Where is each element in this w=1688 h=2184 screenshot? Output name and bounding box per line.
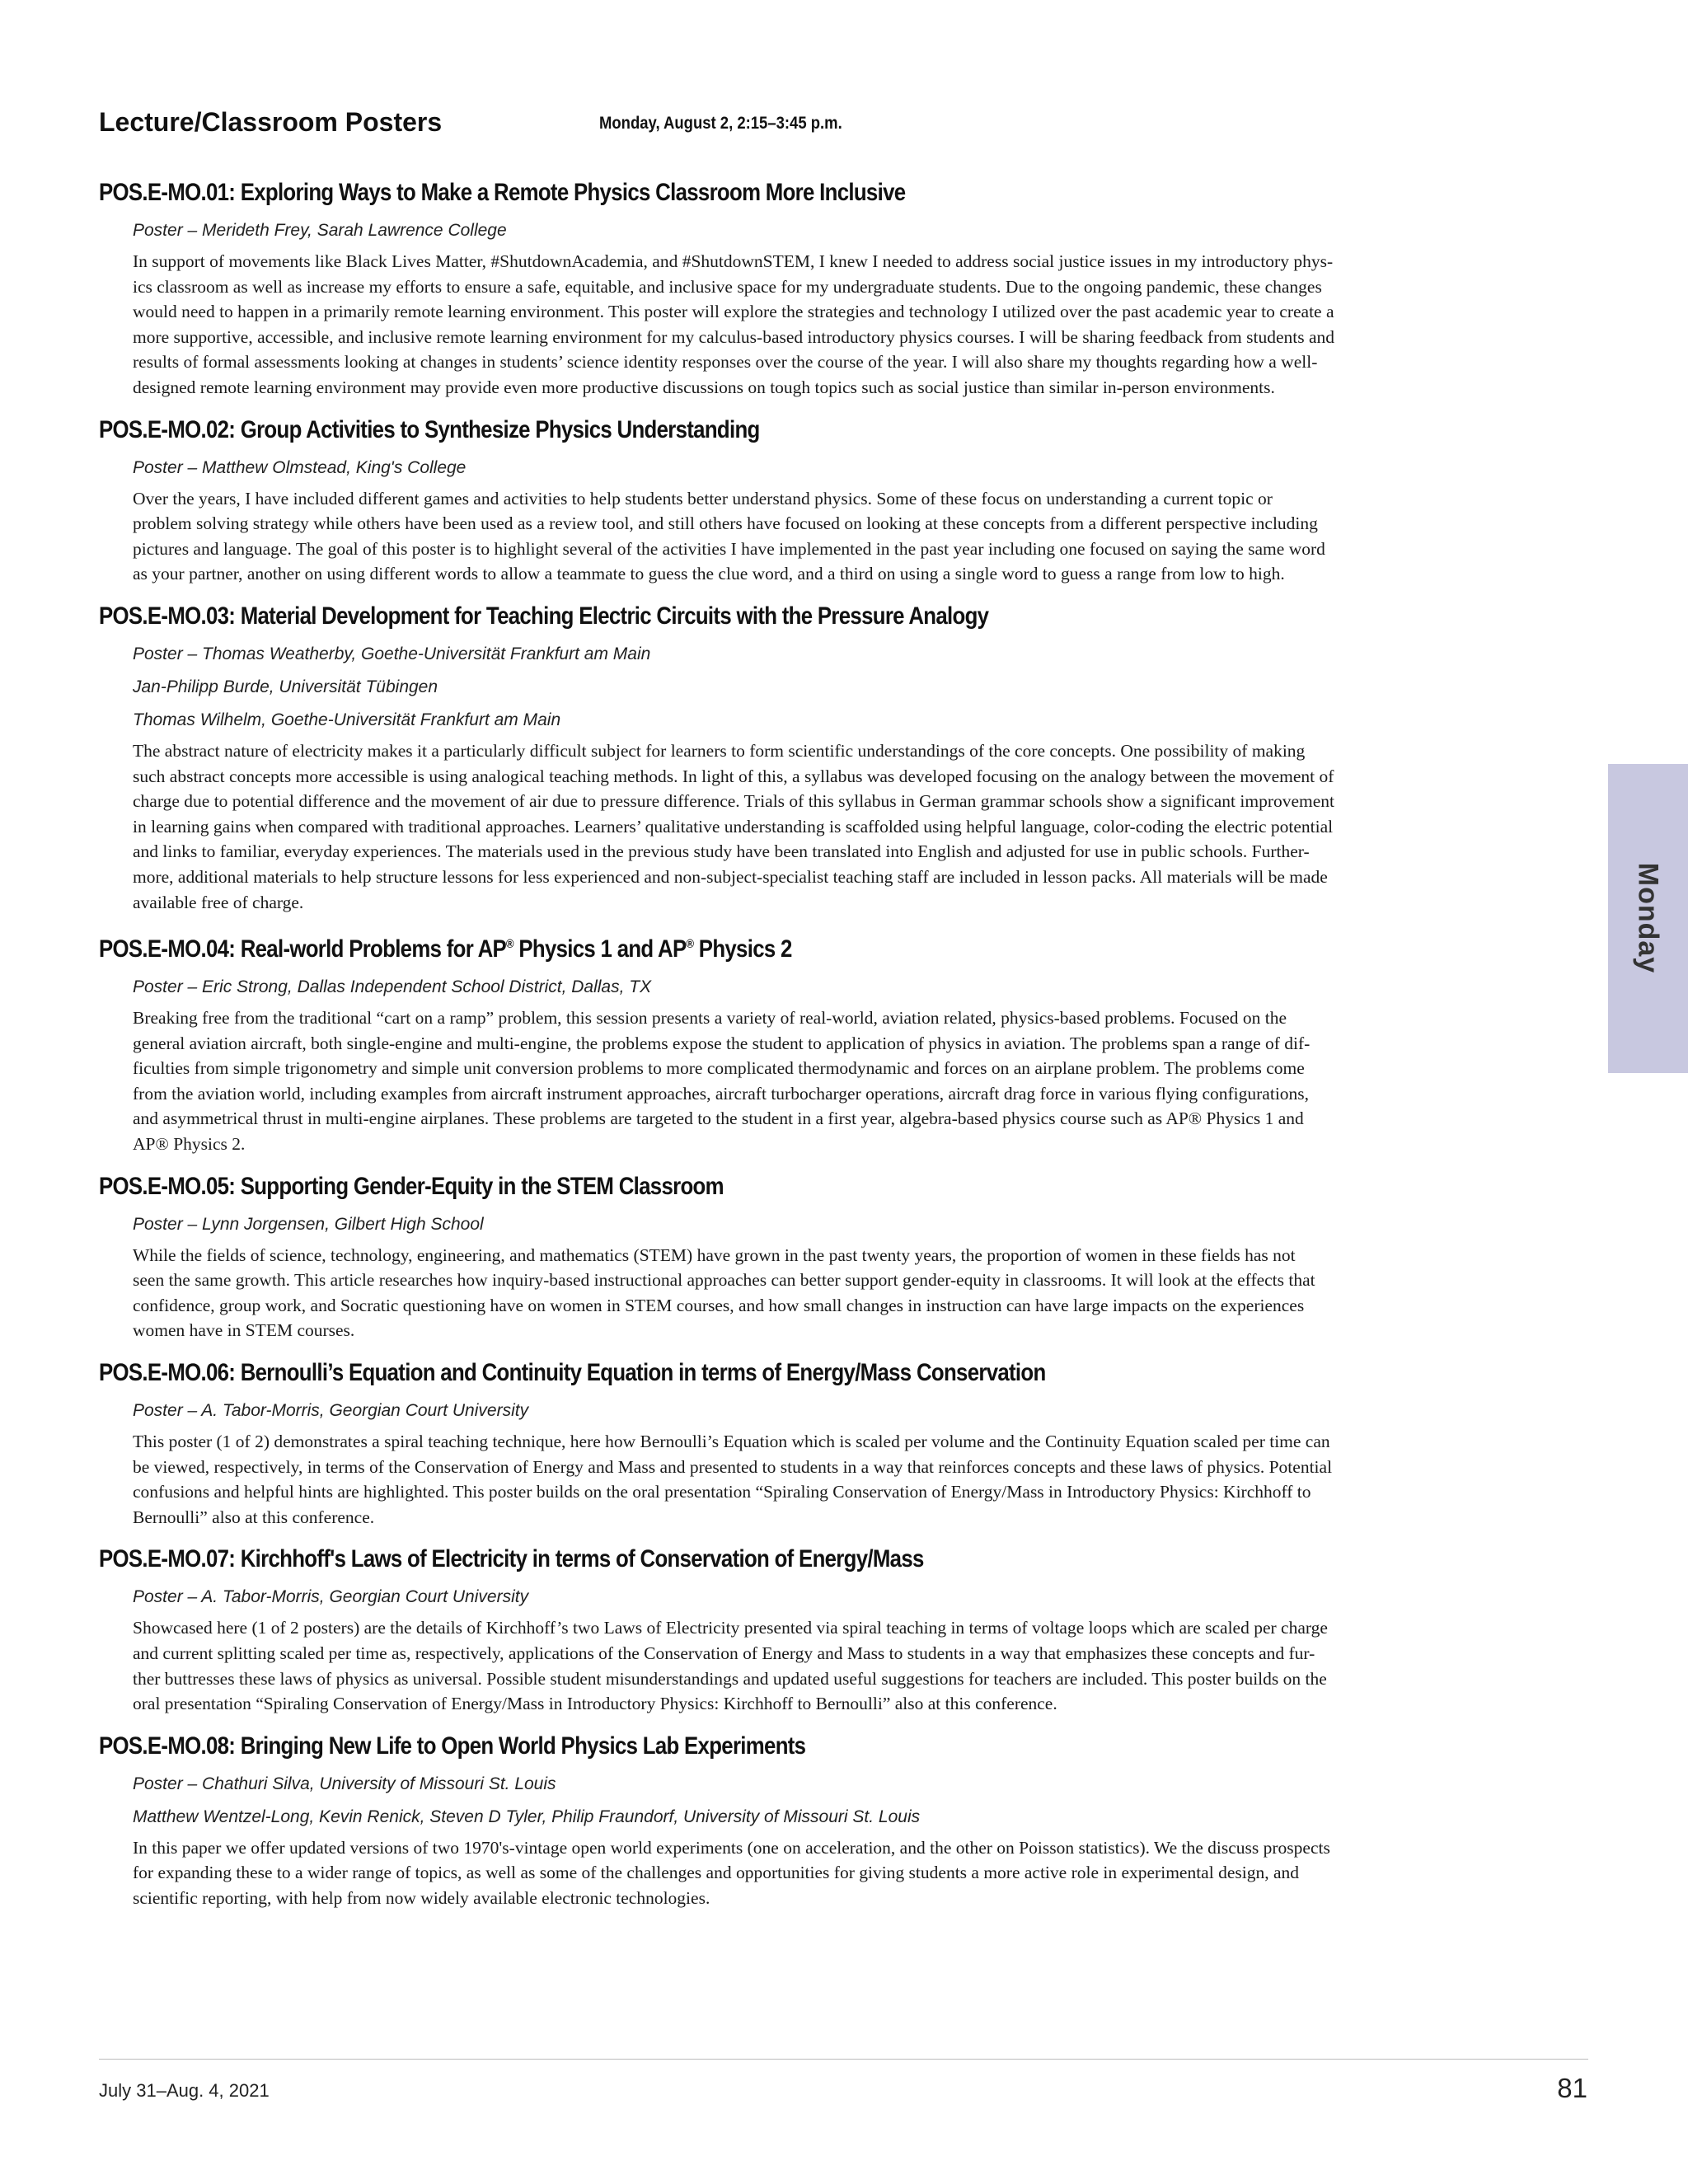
abstract-body: In this paper we offer updated versions of two 1970's-vintage open world experiments (one on acceleration, and the other on Poisson statistics). We the discuss prospects for expanding these to a wider range of topics, as well as some of the challenges and opportunities for giving students a more active role in experimental design, and scientific reporting, with help from now widely available electronic technologies. [133,1837,1330,1908]
author-list [99,1581,1591,1614]
abstract-body: Showcased here (1 of 2 posters) are the details of Kirchhoff’s two Laws of Electricity presented via spiral teaching in terms of voltage loops which are scaled per charge and current splitting scaled per time as, respectively, applications of the Conservation of Energy and Mass to students in a way that emphasizes these concepts and fur- ther buttresses these laws of physics as universal. Possible student misunderstandings and updated useful suggestions for teachers are included. This poster builds on the oral presentation “Spiraling Conservation of Energy/Mass in Introductory Physics: Kirchhoff to Bernoulli” also at this conference. [133,1618,1328,1714]
abstract-title-text: Kirchhoff's Laws of Electricity in terms of Conservation of Energy/Mass [240,1545,924,1573]
abstract-code: POS.E-MO.05: [99,1172,236,1200]
abstract-entry [99,1728,1591,1911]
abstract-title [99,926,1382,968]
author-line: Poster – Lynn Jorgensen, Gilbert High School [133,1214,484,1234]
abstract-title [99,1728,1382,1765]
abstract-title-text: Bernoulli’s Equation and Continuity Equation in terms of Energy/Mass Conservation [240,1359,1046,1387]
author-list [99,214,1591,247]
abstract-title [99,1169,1382,1205]
abstract-title-text: Supporting Gender-Equity in the STEM Classroom [240,1172,724,1200]
abstract-list [99,175,1591,1923]
abstract-title-text: Real-world Problems for AP® Physics 1 and AP® Physics 2 [240,935,792,963]
author-line: Poster – Matthew Olmstead, King's College [133,457,467,477]
abstract-title-text: Exploring Ways to Make a Remote Physics Classroom More Inclusive [240,179,906,206]
author-line: Jan-Philipp Burde, Universität Tübingen [133,677,438,696]
author-list [99,1394,1591,1427]
footer-divider [99,2059,1588,2060]
abstract-body: Over the years, I have included different games and activities to help students better understand physics. Some of these focus on understanding a current topic or problem solving strategy while others have been used as a review tool, and still others have focused on looking at these concepts from a different perspective including pictures and language. The goal of this poster is to highlight several of the activities I have implemented in the past year including one focused on saying the same word as your partner, another on using different words to allow a teammate to guess the clue word, and a third on using a single word to guess a range from low to high. [133,488,1325,584]
day-tab [1608,764,1688,1073]
day-tab-label: Monday [1632,862,1664,974]
abstract-title [99,175,1382,211]
abstract-title-text: Group Activities to Synthesize Physics Understanding [240,415,760,443]
abstract-title [99,1355,1382,1391]
author-line: Matthew Wentzel-Long, Kevin Renick, Steven D Tyler, Philip Fraundorf, University of Missouri St. Louis [133,1807,921,1826]
abstract-entry [99,1541,1591,1716]
abstract-title-text: Material Development for Teaching Electric Circuits with the Pressure Analogy [240,602,989,630]
abstract-body: This poster (1 of 2) demonstrates a spiral teaching technique, here how Bernoulli’s Equation which is scaled per volume and the Continuity Equation scaled per time can be viewed, respectively, in terms of the Conservation of Energy and Mass and presented to students in a way that reinforces concepts and these laws of physics. Potential confusions and helpful hints are highlighted. This poster builds on the oral presentation “Spiraling Conservation of Energy/Mass in Introductory Physics: Kirchhoff to Bernoulli” also at this conference. [133,1432,1333,1527]
abstract-body: The abstract nature of electricity makes it a particularly difficult subject for learners to form scientific understandings of the core concepts. One possibility of making such abstract concepts more accessible is using analogical teaching methods. In light of this, a syllabus was developed focusing on the analogy between the movement of charge due to potential difference and the movement of air due to pressure difference. Trials of this syllabus in German grammar schools show a significant improvement in learning gains when compared with traditional approaches. Learners’ qualitative understanding is scaffolded using helpful language, color-coding the electric potential and links to familiar, everyday experiences. The materials used in the previous study have been translated into English and adjusted for use in public schools. Further- more, additional materials to help structure lessons for less experienced and non-subject-specialist teaching staff are included in lesson packs. All materials will be made available free of charge. [133,740,1335,912]
author-line: Poster – Merideth Frey, Sarah Lawrence College [133,221,507,240]
abstract-entry [99,412,1591,587]
page-header [99,107,1582,140]
abstract-title [99,412,1382,448]
author-line: Poster – A. Tabor-Morris, Georgian Court University [133,1587,529,1607]
author-list [99,1208,1591,1241]
page-number: 81 [1557,2073,1587,2103]
abstract-code: POS.E-MO.07: [99,1545,236,1573]
footer-date: July 31–Aug. 4, 2021 [99,2080,270,2101]
abstract-title-text: Bringing New Life to Open World Physics Lab Experiments [240,1732,806,1760]
abstract-code: POS.E-MO.08: [99,1732,236,1760]
abstract-code: POS.E-MO.06: [99,1359,236,1387]
abstract-entry [99,1355,1591,1530]
abstract-code: POS.E-MO.01: [99,179,236,206]
abstract-body: Breaking free from the traditional “cart on a ramp” problem, this session presents a variety of real-world, aviation related, physics-based problems. Focused on the general aviation aircraft, both single-engine and multi-engine, the problems expose the student to application of physics in aviation. The problems span a range of dif- ficulties from simple trigonometry and simple unit conversion problems to more complicated thermodynamic and forces on an airplane problem. The problems come from the aviation world, including examples from aircraft instrument approaches, aircraft turbocharger operations, aircraft drag force in various flying configurations, and asymmetrical thrust in multi-engine airplanes. These problems are targeted to the student in a first year, algebra-based physics course such as AP® Physics 1 and AP® Physics 2. [133,1008,1311,1155]
abstract-entry [99,1169,1591,1343]
abstract-code: POS.E-MO.03: [99,602,236,630]
author-list [99,452,1591,485]
abstract-title [99,598,1382,635]
author-line: Poster – Thomas Weatherby, Goethe-Universität Frankfurt am Main [133,644,651,663]
author-line: Thomas Wilhelm, Goethe-Universität Frankfurt am Main [133,710,561,729]
abstract-title [99,1541,1382,1577]
author-line: Poster – Chathuri Silva, University of Missouri St. Louis [133,1774,556,1793]
author-list [99,1768,1591,1834]
abstract-code: POS.E-MO.02: [99,415,236,443]
abstract-entry [99,926,1591,1157]
author-list [99,638,1591,737]
abstract-entry [99,598,1591,915]
author-line: Poster – A. Tabor-Morris, Georgian Court University [133,1401,529,1421]
author-list [99,971,1591,1004]
section-title: Lecture/Classroom Posters [99,107,443,137]
abstract-code: POS.E-MO.04: [99,935,236,963]
session-time: Monday, August 2, 2:15–3:45 p.m. [599,114,842,133]
abstract-body: In support of movements like Black Lives Matter, #ShutdownAcademia, and #ShutdownSTEM, I knew I needed to address social justice issues in my introductory phys- ics classroom as well as increase my efforts to ensure a safe, equitable, and inclusive space for my undergraduate students. Due to the ongoing pandemic, these changes would need to happen in a primarily remote learning environment. This poster will explore the strategies and technology I utilized over the past academic year to create a more supportive, accessible, and inclusive remote learning environment for my calculus-based introductory physics courses. I will be sharing feedback from students and results of formal assessments looking at changes in students’ science identity responses over the course of the year. I will also share my thoughts regarding how a well- designed remote learning environment may provide even more productive discussions on tough topics such as social justice than similar in-person environments. [133,251,1334,397]
author-line: Poster – Eric Strong, Dallas Independent School District, Dallas, TX [133,977,652,997]
abstract-entry [99,175,1591,401]
abstract-body: While the fields of science, technology, engineering, and mathematics (STEM) have grown in the past twenty years, the proportion of women in these fields has not seen the same growth. This article researches how inquiry-based instructional approaches can better support gender-equity in classrooms. It will look at the effects that confidence, group work, and Socratic questioning have on women in STEM courses, and how small changes in instruction can have large impacts on the experiences women have in STEM courses. [133,1244,1315,1341]
